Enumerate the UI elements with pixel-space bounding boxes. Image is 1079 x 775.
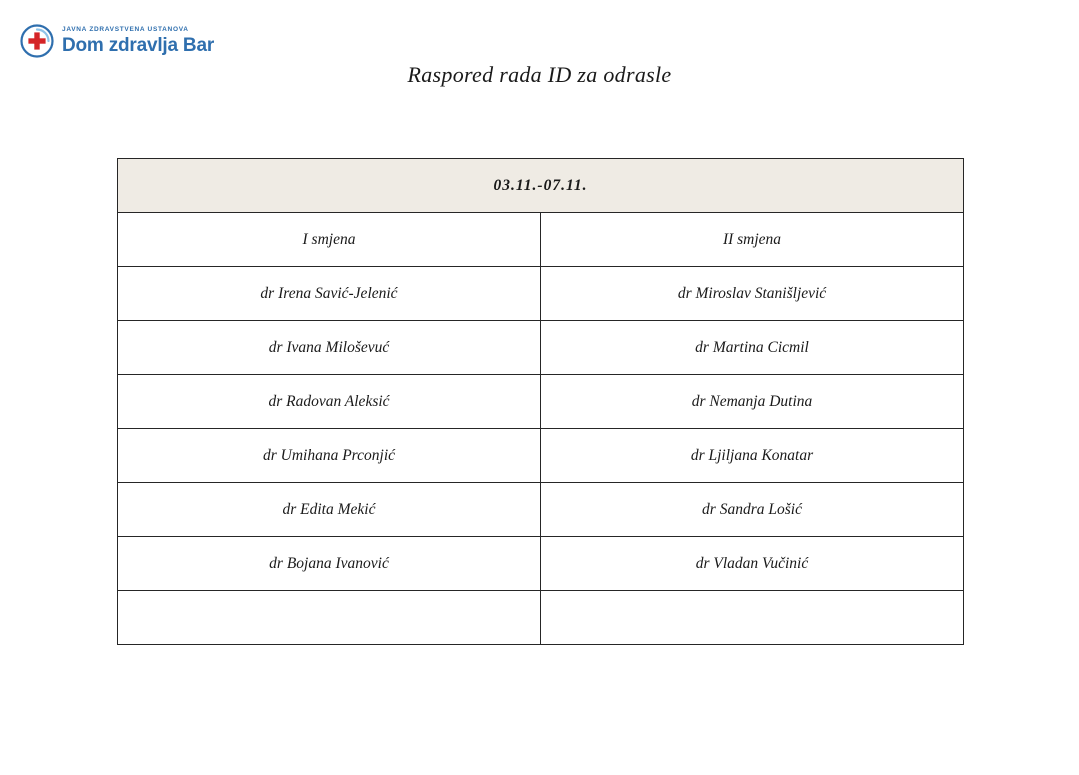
- doctor-cell: dr Miroslav Stanišljević: [541, 267, 964, 321]
- logo-organization-line: JAVNA ZDRAVSTVENA USTANOVA: [62, 25, 189, 33]
- doctor-cell: dr Edita Mekić: [118, 483, 541, 537]
- schedule-table-container: [117, 158, 963, 645]
- column-header-shift-2: II smjena: [541, 213, 964, 267]
- table-row: [118, 537, 964, 591]
- doctor-cell: dr Sandra Lošić: [541, 483, 964, 537]
- column-header-shift-1: I smjena: [118, 213, 541, 267]
- doctor-cell: dr Ivana Miloševuć: [118, 321, 541, 375]
- period-header-cell: 03.11.-07.11.: [118, 159, 964, 213]
- table-row: [118, 591, 964, 645]
- table-row: [118, 267, 964, 321]
- page-title: Raspored rada ID za odrasle: [407, 62, 672, 87]
- table-row-period: [118, 159, 964, 213]
- organization-logo: [20, 24, 214, 58]
- doctor-cell: dr Nemanja Dutina: [541, 375, 964, 429]
- logo-text: [62, 27, 214, 56]
- doctor-cell-empty: [541, 591, 964, 645]
- table-row: [118, 321, 964, 375]
- doctor-cell: dr Ljiljana Konatar: [541, 429, 964, 483]
- doctor-cell-empty: [118, 591, 541, 645]
- table-row: [118, 375, 964, 429]
- table-row: [118, 483, 964, 537]
- red-cross-in-blue-circle-icon: [20, 24, 54, 58]
- doctor-cell: dr Umihana Prconjić: [118, 429, 541, 483]
- schedule-table: [117, 158, 964, 645]
- doctor-cell: dr Martina Cicmil: [541, 321, 964, 375]
- doctor-cell: dr Radovan Aleksić: [118, 375, 541, 429]
- table-row-headers: [118, 213, 964, 267]
- doctor-cell: dr Bojana Ivanović: [118, 537, 541, 591]
- logo-institution-name: Dom zdravlja Bar: [62, 35, 215, 57]
- table-row: [118, 429, 964, 483]
- doctor-cell: dr Vladan Vučinić: [541, 537, 964, 591]
- doctor-cell: dr Irena Savić-Jelenić: [118, 267, 541, 321]
